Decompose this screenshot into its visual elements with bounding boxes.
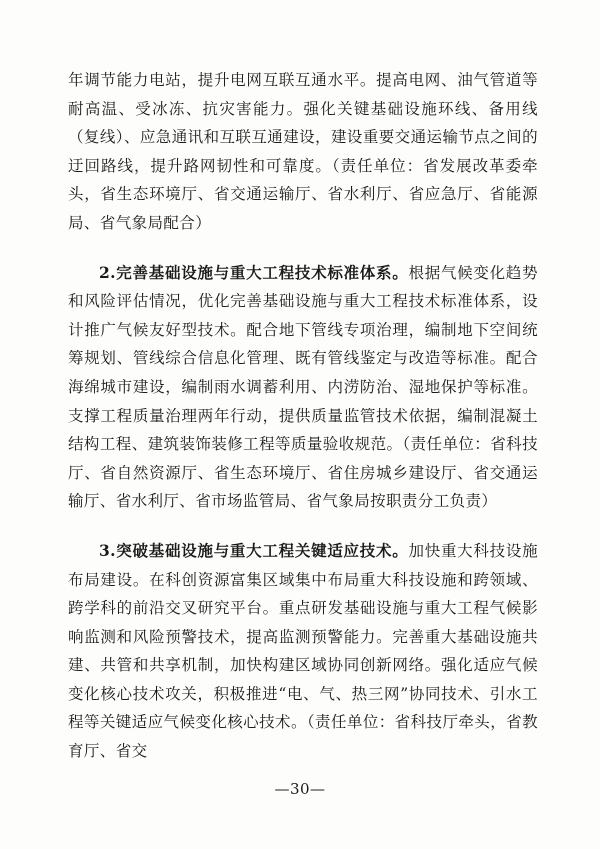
section-2-heading: 2.完善基础设施与重大工程技术标准体系。 [99, 262, 409, 282]
section-3-heading: 3.突破基础设施与重大工程关键适应技术。 [99, 540, 409, 560]
document-body [68, 66, 538, 766]
section-2-text: 根据气候变化趋势和风险评估情况，优化完善基础设施与重大工程技术标准体系，设计推广气候友好型技术。配合地下管线专项治理，编制地下空间统筹规划、管线综合信息化管理、既有管线鉴定与改造等标准。配合海绵城市建设，编制雨水调蓄利用、内涝防治、湿地保护等标准。支撑工程质量治理两年行动，提供质量监管技术依据，编制混凝土结构工程、建筑装饰装修工程等质量验收规范。（责任单位：省科技厅、省自然资源厅、省生态环境厅、省住房城乡建设厅、省交通运输厅、省水利厅、省市场监管局、省气象局按职责分工负责） [68, 263, 539, 511]
paragraph-section-3 [68, 537, 538, 766]
page-number: —30— [274, 780, 326, 798]
section-3-text: 加快重大科技设施布局建设。在科创资源富集区域集中布局重大科技设施和跨领域、跨学科的前沿交叉研究平台。重点研发基础设施与重大工程气候影响监测和风险预警技术，提高监测预警能力。完善重大基础设施共建、共管和共享机制，加快构建区域协同创新网络。强化适应气候变化核心技术攻关，积极推进“电、气、热三网”协同技术、引水工程等关键适应气候变化核心技术。（责任单位：省科技厅牵头，省教育厅、省交 [68, 541, 539, 761]
paragraph-section-2 [68, 259, 538, 516]
paragraph-1-text: 年调节能力电站，提升电网互联互通水平。提高电网、油气管道等耐高温、受冰冻、抗灾害能力。强化关键基础设施环线、备用线（复线）、应急通讯和互联互通建设，建设重要交通运输节点之间的迂回路线，提升路网韧性和可靠度。（责任单位：省发展改革委牵头，省生态环境厅、省交通运输厅、省水利厅、省应急厅、省能源局、省气象局配合） [68, 71, 538, 232]
paragraph-continuation [68, 66, 538, 238]
